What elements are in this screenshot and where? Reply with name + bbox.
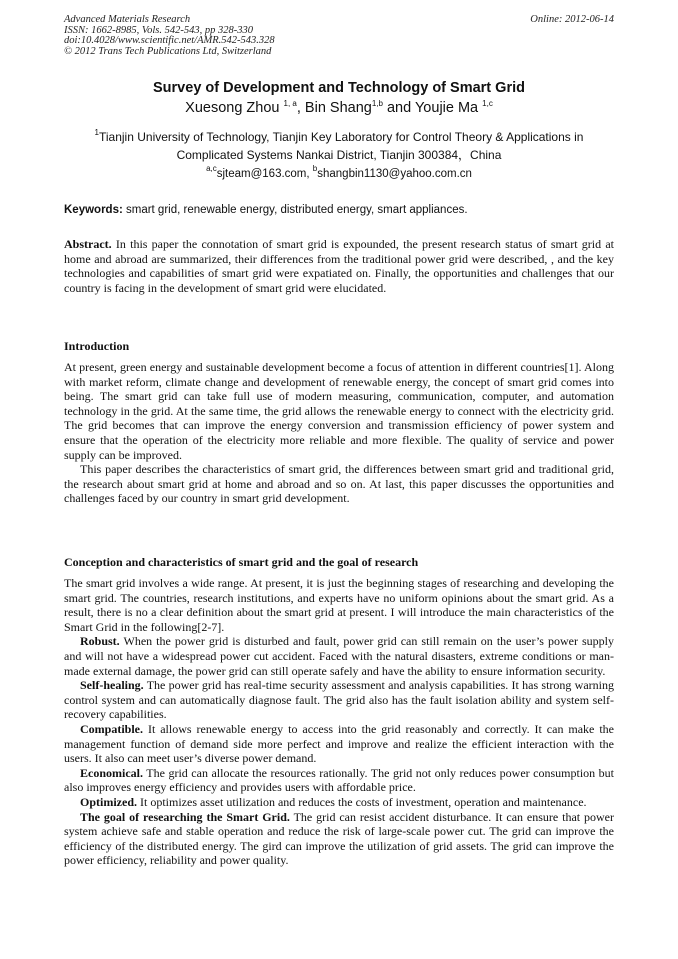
- run-in-text: When the power grid is disturbed and fault, power grid can still remain on the user’s power supply and will not have a widespread power cut accident. Faced with the natural disasters, extreme conditions or man-made external damage, the power grid can still operate safely and have the ability to ensure information security.: [64, 634, 614, 678]
- author-emails: [64, 164, 614, 180]
- paragraph-economical: [64, 766, 614, 795]
- author-name: Xuesong Zhou: [185, 100, 280, 116]
- affil-sup: 1: [94, 128, 99, 137]
- introduction-body: [64, 360, 614, 506]
- run-in-label: Self-healing.: [80, 678, 144, 693]
- author-sup: 1,c: [482, 99, 493, 108]
- online-date: Online: 2012-06-14: [530, 14, 614, 25]
- run-in-text: The grid can resist accident disturbance. It can ensure that power system achieve safe and stable operation and reduce the risk of large-scale power cut. The grid can improve the efficiency of the distributed energy. The gird can improve the utilization of grid assets. The grid can improve the power efficiency, reliability and power quality.: [64, 809, 614, 868]
- run-in-label: Economical.: [80, 765, 143, 780]
- run-in-label: Compatible.: [80, 721, 143, 736]
- email-1: sjteam@163.com,: [216, 168, 313, 180]
- copyright: © 2012 Trans Tech Publications Ltd, Switzerland: [64, 45, 272, 57]
- paragraph-goal: [64, 810, 614, 868]
- issn: ISSN: 1662-8985, Vols. 542-543, pp 328-330: [64, 24, 253, 36]
- paragraph-self-healing: [64, 678, 614, 722]
- affil-line2: Complicated Systems Nankai District, Tianjin 300384，China: [176, 148, 502, 162]
- journal-name: Advanced Materials Research: [64, 14, 191, 25]
- email-2: shangbin1130@yahoo.com.cn: [317, 168, 472, 180]
- author-name: Youjie Ma: [414, 100, 479, 116]
- run-in-text: The power grid has real-time security assessment and analysis capabilities. It has strong warning control system and can automatically diagnose fault. The grid also has the fault isolation ability and system self-recovery capabilities.: [64, 678, 614, 722]
- affiliation: [64, 128, 614, 164]
- doi: doi:10.4028/www.scientific.net/AMR.542-543.328: [64, 35, 275, 46]
- author-name: Bin Shang: [304, 100, 372, 116]
- paragraph: The smart grid involves a wide range. At present, it is just the beginning stages of researching and developing the smart grid. The countries, research institutions, and experts have no uniform opinions about the smart grid. As a result, there is no a clear definition about the smart grid at present. I will introduce the main characteristics of the Smart Grid in the following[2-7].: [64, 576, 614, 634]
- paragraph: This paper describes the characteristics of smart grid, the differences between smart grid and traditional grid, the research about smart grid at home and abroad and so on. At last, this paper discusses the opportunities and challenges faced by our country in smart grid development.: [64, 462, 614, 506]
- run-in-label: Robust.: [80, 634, 120, 649]
- email-sup: b: [312, 164, 318, 173]
- author-list: [0, 100, 678, 116]
- email-sup: a,c: [206, 164, 217, 173]
- abstract-text: In this paper the connotation of smart grid is expounded, the present research status of smart grid at home and abroad are summarized, their differences from the traditional power grid were described, , and the key technologies and capabilities of smart grid were expatiated on. Finally, the opportunities and challenges that our country is facing in the development of smart grid were elucidated.: [64, 237, 614, 295]
- author-sup: 1, a: [283, 99, 297, 108]
- run-in-text: It allows renewable energy to access into the grid reasonably and correctly. It can make the management function of demand side more perfect and improve and realize the efficient interaction with the users. It also can meet user’s diverse power demand.: [64, 721, 614, 766]
- conception-body: [64, 576, 614, 868]
- run-in-text: The grid can allocate the resources rationally. The grid not only reduces power consumption but also improves energy efficiency and provides users with affordable price.: [64, 765, 614, 795]
- abstract-label: Abstract.: [64, 237, 112, 251]
- paragraph-compatible: [64, 722, 614, 766]
- keywords-label: Keywords:: [64, 204, 123, 216]
- run-in-label: Optimized.: [80, 794, 137, 809]
- paragraph-optimized: [64, 795, 614, 810]
- section-heading-introduction: Introduction: [64, 339, 130, 353]
- paragraph: At present, green energy and sustainable development become a focus of attention in different countries[1]. Along with market reform, climate change and development of renewable energy, the concept of smart grid comes into being. The smart grid can take full use of modern measuring, communication, computer, and automation technology in the grid. At the same time, the grid allows the renewable energy to connect with the electricity grid. The grid becomes that can improve the energy conversion and transmission efficiency of power system and ensure that the operation of the electricity more reliable and more flexible. The quality of service and power supply can be improved.: [64, 360, 614, 462]
- affil-line1: Tianjin University of Technology, Tianjin Key Laboratory for Control Theory & Applications in: [98, 130, 584, 144]
- run-in-label: The goal of researching the Smart Grid.: [80, 809, 290, 824]
- keywords-text: smart grid, renewable energy, distributed energy, smart appliances.: [122, 204, 468, 216]
- journal-header: [64, 15, 614, 57]
- keywords: [64, 204, 614, 216]
- run-in-text: It optimizes asset utilization and reduces the costs of investment, operation and maintenance.: [137, 794, 587, 809]
- author-sup: 1,b: [371, 99, 383, 108]
- paper-title: Survey of Development and Technology of Smart Grid: [153, 80, 525, 96]
- author-sep: and: [382, 100, 415, 116]
- paragraph-robust: [64, 634, 614, 678]
- author-sep: ,: [296, 100, 305, 116]
- section-heading-conception: Conception and characteristics of smart grid and the goal of research: [64, 555, 419, 569]
- abstract: [64, 237, 614, 295]
